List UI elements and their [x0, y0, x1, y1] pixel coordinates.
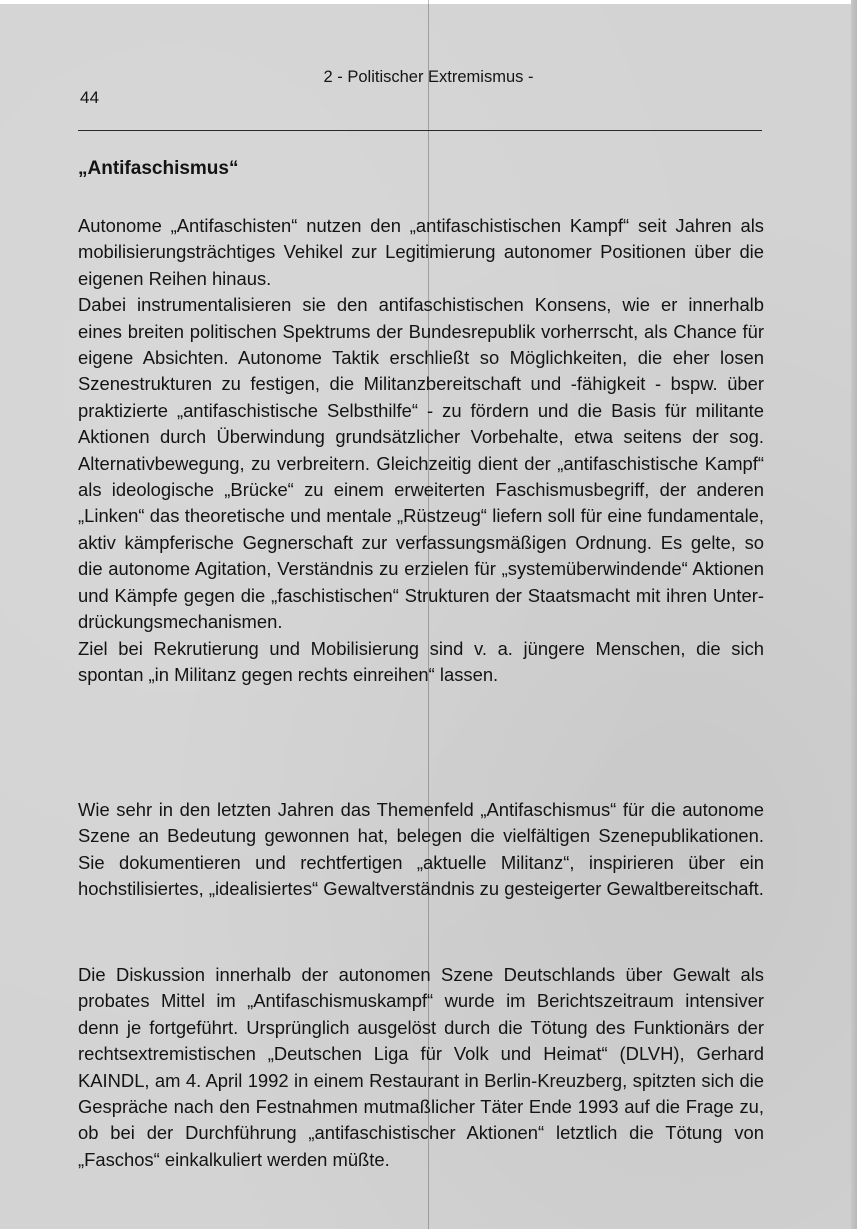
- section-title: „Antifaschismus“: [78, 158, 239, 179]
- page-right-edge: [851, 0, 857, 1229]
- text-block-publications: [78, 797, 764, 903]
- paragraph: Autonome „Antifaschisten“ nutzen den „antifaschistischen Kampf“ seit Jahren als mobilisierungsträchtiges Vehikel zur Legitimierung autonomer Positionen über die eigenen Reihen hinaus.: [78, 215, 764, 289]
- paragraph: Wie sehr in den letzten Jahren das Themenfeld „Antifaschismus“ für die autonome Szene an Bedeutung gewonnen hat, belegen die vielfältigen Szenepublikationen. Sie dokumentieren und rechtfertigen „aktuelle Militanz“, inspirieren über ein hochstilisiertes, „idealisiertes“ Gewaltverständnis zu gesteigerter Gewaltbereitschaft.: [78, 799, 764, 900]
- paragraph: Dabei instrumentalisieren sie den antifaschistischen Konsens, wie er innerhalb eines breiten politischen Spektrums der Bundesrepublik vorherrscht, als Chance für eigene Absichten. Autonome Taktik erschließt so Möglichkeiten, die eher losen Szenestrukturen zu festigen, die Militanzbereitschaft und -fähigkeit - bspw. über praktizierte „antifaschistische Selbsthilfe“ - zu fördern und die Basis für militante Aktionen durch Überwindung grundsätzlicher Vorbehalte, etwa seitens der sog. Alternativbewegung, zu verbreitern. Gleichzeitig dient der „antifaschistische Kampf“ als ideologische „Brücke“ zu einem erweiterten Faschismusbegriff, der anderen „Linken“ das theoretische und mentale „Rüstzeug“ liefern soll für eine fundamentale, aktiv kämpferische Gegnerschaft zur verfassungsmäßigen Ordnung. Es gelte, so die autonome Agitation, Verständnis zu erzielen für „systemüberwindende“ Aktionen und Kämpfe gegen die „faschistischen“ Strukturen der Staatsmacht mit ihren Unterdrückungsmechanismen.: [78, 294, 764, 633]
- paragraph: Die Diskussion innerhalb der autonomen Szene Deutschlands über Gewalt als probates Mittel im „Antifaschismuskampf“ wurde im Berichtszeitraum intensiver denn je fortgeführt. Ursprünglich ausgelöst durch die Tötung des Funktionärs der rechtsextremistischen „Deutschen Liga für Volk und Heimat“ (DLVH), Gerhard KAINDL, am 4. April 1992 in einem Restaurant in Berlin-Kreuzberg, spitzten sich die Gespräche nach den Festnahmen mutmaßlicher Täter Ende 1993 auf die Frage zu, ob bei der Durchführung „antifaschistischer Aktionen“ letztlich die Tötung von „Faschos“ einkalkuliert werden müßte.: [78, 964, 764, 1170]
- text-block-intro: [78, 213, 764, 688]
- page-number: 44: [80, 88, 100, 107]
- paragraph: Ziel bei Rekrutierung und Mobilisierung sind v. a. jüngere Menschen, die sich spontan „in Militanz gegen rechts einreihen“ lassen.: [78, 637, 764, 685]
- header-rule: [78, 130, 762, 131]
- running-head: 2 - Politischer Extremismus -: [323, 68, 534, 86]
- text-block-discussion: [78, 962, 764, 1173]
